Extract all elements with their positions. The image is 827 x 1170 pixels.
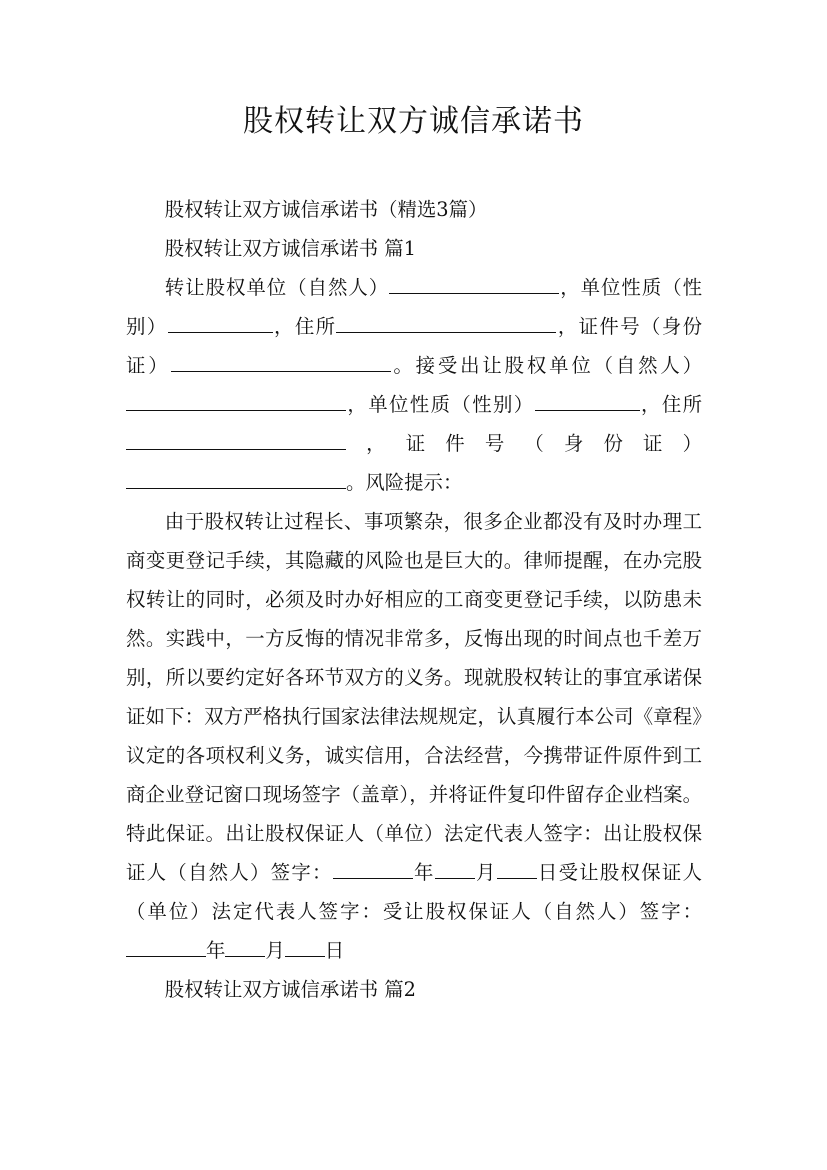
- year-label: 年: [412, 861, 435, 884]
- form-text: ，证件号（身份证）: [126, 315, 703, 377]
- blank-transferee-name: [126, 390, 346, 411]
- form-text: 。风险提示：: [346, 471, 463, 494]
- month-label: 月: [474, 861, 497, 884]
- blank-transferor-nature: [168, 312, 273, 333]
- blank-transferor-id: [171, 351, 391, 372]
- form-text: ，住所: [272, 315, 337, 338]
- sign-text: 日受让股权保证人（单位）法定代表人签字：受让股权保证人（自然人）签字：: [126, 861, 702, 923]
- blank-transferee-id: [126, 468, 346, 489]
- document-title: 股权转让双方诚信承诺书: [243, 104, 584, 139]
- form-paragraph: [126, 268, 702, 502]
- blank-transferee-nature: [535, 390, 640, 411]
- form-text: ，单位性质（性别）: [126, 276, 703, 338]
- section-heading-2: 股权转让双方诚信承诺书 篇2: [164, 978, 416, 1001]
- form-text: ，证件号（身份证）: [346, 432, 702, 455]
- blank-transferee-address: [126, 429, 346, 450]
- form-text: 。接受出让股权单位（自然人）: [390, 354, 702, 377]
- blank-sign-day-2: [285, 936, 325, 957]
- subtitle: 股权转让双方诚信承诺书（精选3篇）: [164, 198, 488, 221]
- blank-sign-month: [435, 858, 475, 879]
- section-heading-1: 股权转让双方诚信承诺书 篇1: [164, 237, 416, 260]
- blank-transferor-name: [389, 273, 559, 294]
- blank-sign-year-2: [126, 936, 206, 957]
- form-text: ，单位性质（性别）: [346, 393, 535, 416]
- body-paragraph: [126, 502, 702, 970]
- month-label-2: 月: [265, 939, 285, 962]
- document-body: [126, 190, 702, 1009]
- form-text: 转让股权单位（自然人）: [164, 276, 390, 299]
- body-text: 由于股权转让过程长、事项繁杂，很多企业都没有及时办理工商变更登记手续，其隐藏的风险也是巨大的。律师提醒，在办完股权转让的同时，必须及时办好相应的工商变更登记手续，以防患未然。实践中，一方反悔的情况非常多，反悔出现的时间点也千差万别，所以要约定好各环节双方的义务。现就股权转让的事宜承诺保证如下：双方严格执行国家法律法规规定，认真履行本公司《章程》议定的各项权利义务，诚实信用，合法经营，今携带证件原件到工商企业登记窗口现场签字（盖章），并将证件复印件留存企业档案。特此保证。出让股权保证人（单位）法定代表人签字：出让股权保证人（自然人）签字：: [126, 510, 702, 884]
- day-label-2: 日: [324, 939, 345, 962]
- blank-sign-day: [497, 858, 537, 879]
- blank-transferor-address: [336, 312, 556, 333]
- blank-sign-year: [333, 858, 413, 879]
- blank-sign-month-2: [225, 936, 265, 957]
- year-label-2: 年: [206, 939, 226, 962]
- form-text: ，住所: [639, 393, 703, 416]
